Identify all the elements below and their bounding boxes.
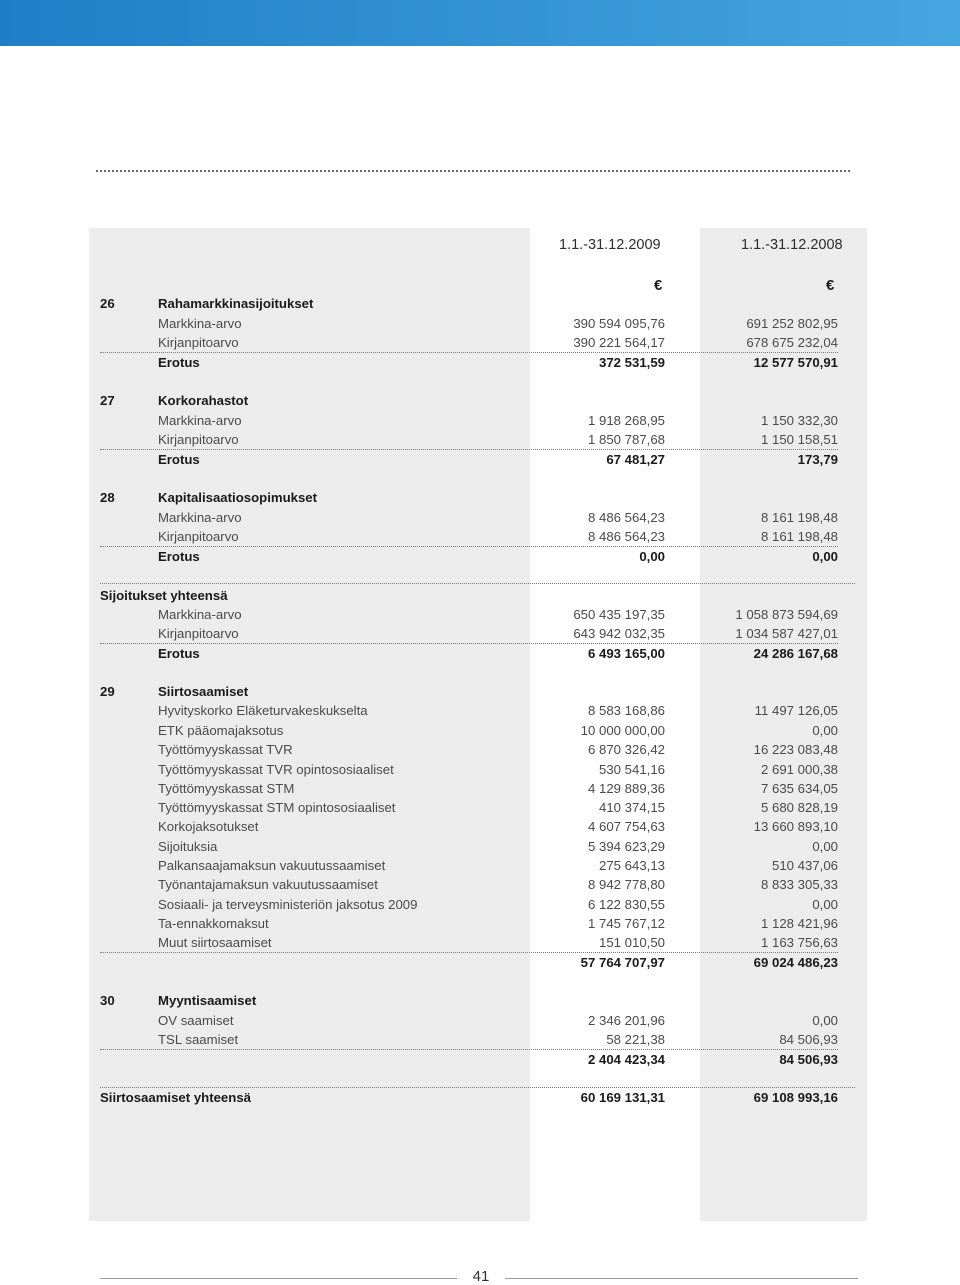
value-2008: 691 252 802,95 (746, 316, 838, 331)
value-2009: 530 541,16 (598, 762, 665, 777)
table-row (100, 1030, 838, 1049)
value-2009: 0,00 (639, 549, 665, 564)
value-2008: 84 506,93 (779, 1032, 838, 1047)
row-label: Markkina-arvo (158, 607, 242, 622)
row-label: Kirjanpitoarvo (158, 335, 239, 350)
total-2008: 69 024 486,23 (753, 955, 838, 970)
column-header-2009: 1.1.-31.12.2009 (559, 237, 661, 253)
value-2009: 390 221 564,17 (573, 335, 665, 350)
value-2008: 1 150 332,30 (760, 413, 838, 428)
row-label: Palkansaajamaksun vakuutussaamiset (158, 858, 386, 873)
row-label: Markkina-arvo (158, 316, 242, 331)
value-2009: 1 918 268,95 (587, 413, 665, 428)
section-title: Kapitalisaatiosopimukset (158, 490, 318, 505)
table-row (100, 721, 838, 740)
row-label: Erotus (158, 355, 200, 370)
section-number: 26 (100, 296, 115, 311)
value-2008: 24 286 167,68 (753, 646, 838, 661)
table-row-subtotal (100, 953, 838, 972)
value-2009: 410 374,15 (598, 800, 665, 815)
section-header-28 (100, 488, 838, 507)
total-2008: 84 506,93 (779, 1052, 838, 1067)
table-row (100, 914, 838, 933)
section-title: Sijoitukset yhteensä (100, 588, 228, 603)
section-number: 30 (100, 993, 115, 1008)
section-title: Rahamarkkinasijoitukset (158, 296, 314, 311)
value-2008: 8 833 305,33 (760, 877, 838, 892)
value-2009: 4 129 889,36 (587, 781, 665, 796)
footer-rule-left (100, 1278, 457, 1279)
row-label: Työttömyyskassat STM opintososiaaliset (158, 800, 396, 815)
row-label: OV saamiset (158, 1013, 234, 1028)
value-2009: 372 531,59 (598, 355, 665, 370)
table-row (100, 624, 838, 643)
value-2009: 8 486 564,23 (587, 529, 665, 544)
value-2008: 1 128 421,96 (760, 916, 838, 931)
table-row (100, 333, 838, 352)
currency-symbol-2009: € (654, 277, 663, 294)
row-label: Kirjanpitoarvo (158, 626, 239, 641)
table-row-subtotal (100, 1050, 838, 1069)
value-2008: 2 691 000,38 (760, 762, 838, 777)
row-label: Korkojaksotukset (158, 819, 259, 834)
value-2009: 2 346 201,96 (587, 1013, 665, 1028)
section-header-29 (100, 682, 838, 701)
section-header-total-investments (100, 586, 838, 605)
value-2009: 275 643,13 (598, 858, 665, 873)
value-2008: 5 680 828,19 (760, 800, 838, 815)
value-2008: 13 660 893,10 (753, 819, 838, 834)
row-label: Kirjanpitoarvo (158, 529, 239, 544)
section-header-30 (100, 991, 838, 1010)
row-label: Markkina-arvo (158, 510, 242, 525)
row-label: Työnantajamaksun vakuutussaamiset (158, 877, 378, 892)
value-2008: 16 223 083,48 (753, 742, 838, 757)
value-2009: 1 745 767,12 (587, 916, 665, 931)
table-row (100, 779, 838, 798)
value-2008: 1 163 756,63 (760, 935, 838, 950)
value-2009: 4 607 754,63 (587, 819, 665, 834)
table-row (100, 740, 838, 759)
table-row (100, 895, 838, 914)
page-number: 41 (472, 1268, 490, 1285)
value-2009: 643 942 032,35 (573, 626, 665, 641)
table-row (100, 875, 838, 894)
value-2008: 0,00 (812, 839, 838, 854)
table-row (100, 933, 838, 952)
value-2009: 151 010,50 (598, 935, 665, 950)
section-number: 28 (100, 490, 115, 505)
value-2008: 1 150 158,51 (760, 432, 838, 447)
section-title: Siirtosaamiset (158, 684, 249, 699)
value-2009: 390 594 095,76 (573, 316, 665, 331)
value-2008: 0,00 (812, 723, 838, 738)
row-label: Erotus (158, 452, 200, 467)
value-2008: 678 675 232,04 (746, 335, 838, 350)
value-2008: 11 497 126,05 (754, 703, 838, 718)
section-divider (100, 583, 855, 584)
row-label: Sijoituksia (158, 839, 218, 854)
grand-total-label: Siirtosaamiset yhteensä (100, 1090, 251, 1105)
section-title: Myyntisaamiset (158, 993, 257, 1008)
value-2009: 6 870 326,42 (587, 742, 665, 757)
row-label: Muut siirtosaamiset (158, 935, 272, 950)
table-row (100, 837, 838, 856)
section-number: 27 (100, 393, 115, 408)
value-2008: 0,00 (812, 1013, 838, 1028)
row-label: Työttömyyskassat TVR opintososiaaliset (158, 762, 394, 777)
value-2009: 650 435 197,35 (573, 607, 665, 622)
value-2008: 0,00 (812, 897, 838, 912)
row-label: Sosiaali- ja terveysministeriön jaksotus 2009 (158, 897, 418, 912)
table-row (100, 701, 838, 720)
value-2009: 58 221,38 (606, 1032, 665, 1047)
value-2008: 8 161 198,48 (760, 529, 838, 544)
value-2008: 8 161 198,48 (760, 510, 838, 525)
total-2009: 57 764 707,97 (580, 955, 665, 970)
row-label: Ta-ennakkomaksut (158, 916, 269, 931)
row-label: Työttömyyskassat STM (158, 781, 295, 796)
value-2009: 8 942 778,80 (587, 877, 665, 892)
value-2009: 5 394 623,29 (587, 839, 665, 854)
section-number: 29 (100, 684, 115, 699)
row-label: ETK pääomajaksotus (158, 723, 284, 738)
grand-total-row (100, 1088, 838, 1107)
table-row (100, 760, 838, 779)
table-row (100, 411, 838, 430)
value-2008: 510 437,06 (771, 858, 838, 873)
table-row (100, 430, 838, 449)
table-row-subtotal (100, 644, 838, 663)
row-label: Työttömyyskassat TVR (158, 742, 293, 757)
grand-total-2008: 69 108 993,16 (753, 1090, 838, 1105)
value-2009: 67 481,27 (606, 452, 665, 467)
row-label: TSL saamiset (158, 1032, 239, 1047)
section-title: Korkorahastot (158, 393, 249, 408)
value-2008: 7 635 634,05 (760, 781, 838, 796)
value-2009: 8 583 168,86 (587, 703, 665, 718)
value-2009: 6 122 830,55 (587, 897, 665, 912)
value-2008: 1 034 587 427,01 (735, 626, 838, 641)
section-header-26 (100, 294, 838, 313)
grand-total-2009: 60 169 131,31 (580, 1090, 665, 1105)
value-2009: 1 850 787,68 (587, 432, 665, 447)
row-label: Erotus (158, 646, 200, 661)
table-row (100, 527, 838, 546)
table-row (100, 856, 838, 875)
table-row-subtotal (100, 547, 838, 566)
total-2009: 2 404 423,34 (587, 1052, 665, 1067)
value-2008: 12 577 570,91 (753, 355, 838, 370)
footer-rule-right (505, 1278, 858, 1279)
value-2009: 8 486 564,23 (587, 510, 665, 525)
table-row-subtotal (100, 450, 838, 469)
currency-symbol-2008: € (826, 277, 835, 294)
value-2008: 0,00 (812, 549, 838, 564)
value-2009: 6 493 165,00 (587, 646, 665, 661)
section-header-27 (100, 391, 838, 410)
table-row (100, 508, 838, 527)
row-label: Markkina-arvo (158, 413, 242, 428)
row-label: Erotus (158, 549, 200, 564)
table-row-subtotal (100, 353, 838, 372)
column-header-2008: 1.1.-31.12.2008 (741, 237, 843, 253)
row-label: Hyvityskorko Eläketurvakeskukselta (158, 703, 368, 718)
table-row (100, 798, 838, 817)
table-row (100, 817, 838, 836)
row-label: Kirjanpitoarvo (158, 432, 239, 447)
table-row (100, 605, 838, 624)
value-2008: 1 058 873 594,69 (735, 607, 838, 622)
value-2009: 10 000 000,00 (580, 723, 665, 738)
value-2008: 173,79 (797, 452, 838, 467)
table-row (100, 1011, 838, 1030)
table-row (100, 314, 838, 333)
